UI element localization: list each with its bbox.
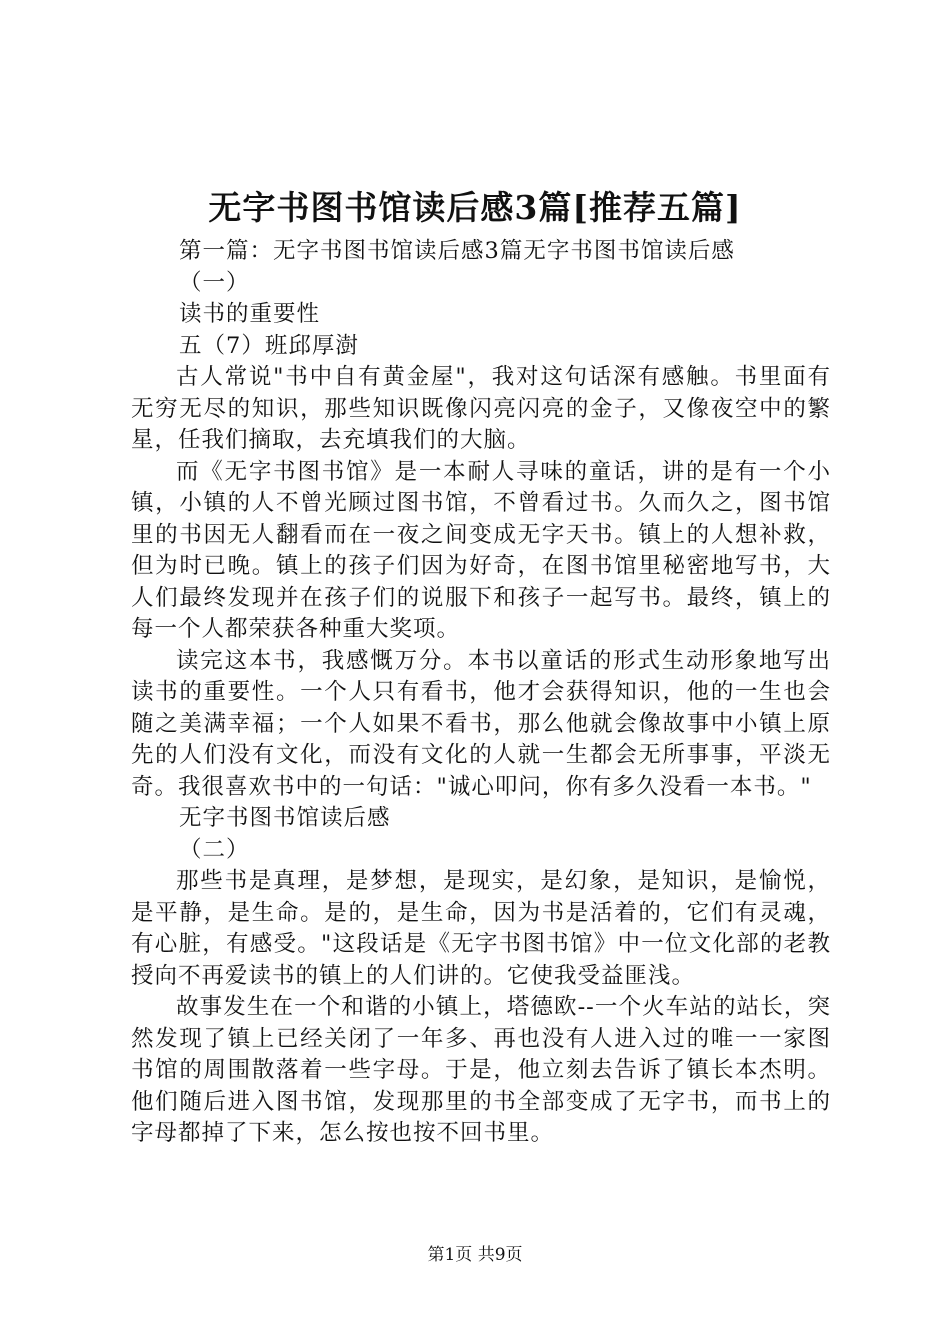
paragraph: 读完这本书，我感慨万分。本书以童话的形式生动形象地写出读书的重要性。一个人只有看书，他才会获得知识，他的一生也会随之美满幸福；一个人如果不看书，那么他就会像故事中小镇上原先的人们没有文化，而没有文化的人就一生都会无所事事，平淡无奇。我很喜欢书中的一句话："诚心叩问，你有多久没看一本书。" [131,647,831,800]
essay-title: 读书的重要性 [179,301,321,327]
essay-title: 无字书图书馆读后感 [179,805,391,831]
section-heading: 第一篇：无字书图书馆读后感3篇无字书图书馆读后感 [179,238,735,264]
paragraph: 故事发生在一个和谐的小镇上，塔德欧--一个火车站的站长，突然发现了镇上已经关闭了一年多、再也没有人进入过的唯一一家图书馆的周围散落着一些字母。于是，他立刻去告诉了镇长本杰明。他们随后进入图书馆，发现那里的书全部变成了无字书，而书上的字母都掉了下来，怎么按也按不回书里。 [131,994,831,1146]
page-footer: 第1页 共9页 [427,1245,523,1265]
paragraph: 而《无字书图书馆》是一本耐人寻味的童话，讲的是有一个小镇，小镇的人不曾光顾过图书馆，不曾看过书。久而久之，图书馆里的书因无人翻看而在一夜之间变成无字天书。镇上的人想补救，但为时已晚。镇上的孩子们因为好奇，在图书馆里秘密地写书，大人们最终发现并在孩子们的说服下和孩子一起写书。最终，镇上的每一个人都荣获各种重大奖项。 [131,458,831,642]
paragraph: 那些书是真理，是梦想，是现实，是幻象，是知识，是愉悦，是平静，是生命。是的，是生命，因为书是活着的，它们有灵魂，有心脏，有感受。"这段话是《无字书图书馆》中一位文化部的老教授向不再爱读书的镇上的人们讲的。它使我受益匪浅。 [131,868,831,989]
author-line: 五（7）班邱厚澍 [179,332,359,359]
document-body [131,236,831,1150]
document-title: 无字书图书馆读后感3篇[推荐五篇] [208,188,742,227]
paragraph: 古人常说"书中自有黄金屋"，我对这句话深有感触。书里面有无穷无尽的知识，那些知识既像闪亮闪亮的金子，又像夜空中的繁星，任我们摘取，去充填我们的大脑。 [131,364,831,453]
section-number: （二） [179,836,250,863]
section-number: （一） [179,269,250,296]
